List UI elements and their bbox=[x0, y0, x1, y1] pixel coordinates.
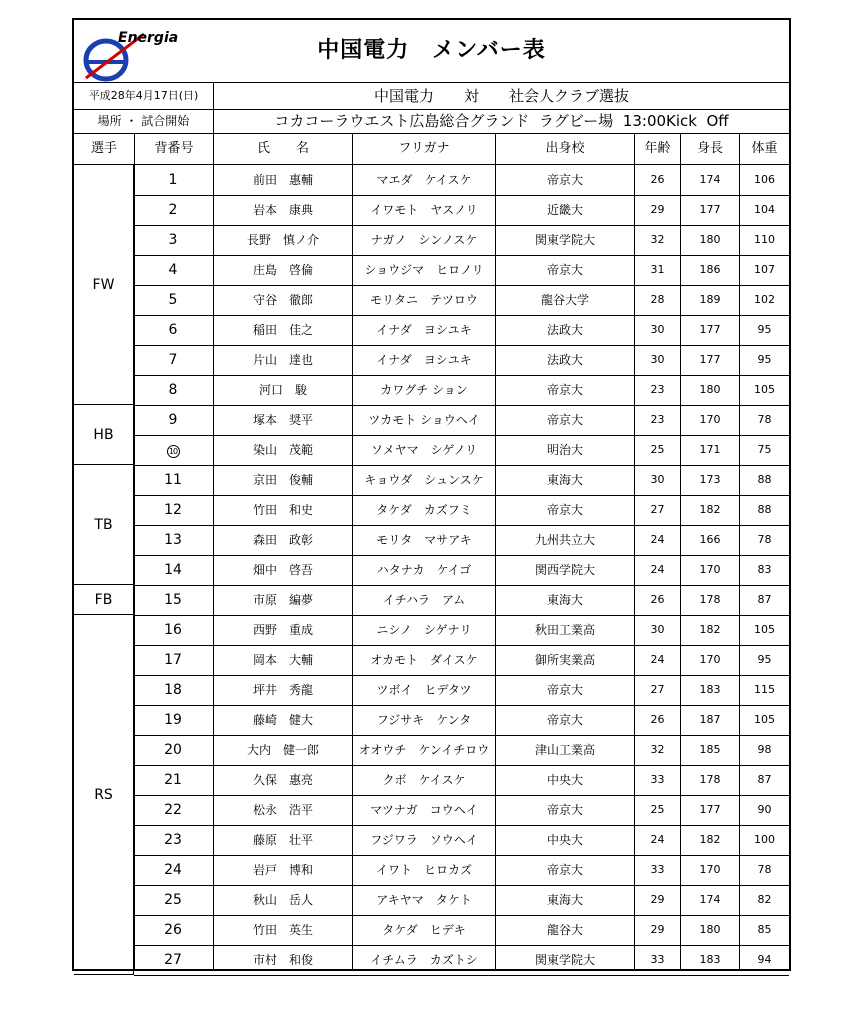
position-label: FB bbox=[94, 591, 113, 608]
player-kana: イチハラ アム bbox=[382, 593, 466, 607]
player-name: 久保 惠亮 bbox=[252, 773, 313, 787]
player-name: 森田 政彰 bbox=[252, 533, 313, 547]
player-name: 庄島 啓倫 bbox=[252, 263, 313, 277]
jersey-number: 4 bbox=[168, 262, 178, 278]
player-age: 26 bbox=[650, 713, 665, 726]
player-kana: ハタナカ ケイゴ bbox=[376, 563, 472, 577]
column-divider bbox=[134, 134, 135, 971]
player-kana: モリタ マサアキ bbox=[376, 533, 472, 547]
header-number: 背番号 bbox=[154, 141, 194, 156]
table-row bbox=[134, 495, 789, 526]
player-kana: タケダ カズフミ bbox=[376, 503, 472, 517]
player-height: 177 bbox=[699, 803, 721, 816]
player-weight: 110 bbox=[754, 233, 775, 246]
player-kana: クボ ケイスケ bbox=[382, 773, 466, 787]
player-height: 180 bbox=[699, 233, 721, 246]
position-group-fb bbox=[74, 585, 134, 615]
player-kana: モリタニ テツロウ bbox=[370, 293, 478, 307]
jersey-number: 25 bbox=[164, 892, 182, 908]
player-height: 182 bbox=[699, 503, 721, 516]
table-row bbox=[134, 675, 789, 706]
column-divider bbox=[213, 134, 214, 971]
column-divider bbox=[739, 134, 740, 971]
title-row bbox=[74, 20, 789, 83]
player-school: 帝京大 bbox=[546, 863, 583, 877]
player-height: 171 bbox=[699, 443, 721, 456]
player-height: 183 bbox=[699, 683, 721, 696]
jersey-number: 22 bbox=[164, 802, 182, 818]
player-school: 明治大 bbox=[546, 443, 583, 457]
jersey-number: 2 bbox=[168, 202, 178, 218]
player-school: 近畿大 bbox=[546, 203, 583, 217]
player-school: 東海大 bbox=[546, 893, 583, 907]
table-row bbox=[134, 315, 789, 346]
header-kana: フリガナ bbox=[398, 141, 450, 156]
player-age: 30 bbox=[650, 353, 665, 366]
player-age: 31 bbox=[650, 263, 665, 276]
player-height: 170 bbox=[699, 413, 721, 426]
player-name: 河口 駿 bbox=[258, 383, 307, 397]
player-age: 33 bbox=[650, 773, 665, 786]
jersey-number: 19 bbox=[164, 712, 182, 728]
player-age: 24 bbox=[650, 833, 665, 846]
player-school: 帝京大 bbox=[546, 263, 583, 277]
player-height: 178 bbox=[699, 773, 721, 786]
table-row bbox=[134, 945, 789, 976]
table-row bbox=[134, 435, 789, 466]
player-name: 竹田 英生 bbox=[252, 923, 313, 937]
player-height: 180 bbox=[699, 923, 721, 936]
player-school: 中央大 bbox=[546, 833, 583, 847]
player-age: 27 bbox=[650, 503, 665, 516]
player-weight: 78 bbox=[757, 533, 772, 546]
player-weight: 82 bbox=[757, 893, 772, 906]
player-age: 33 bbox=[650, 863, 665, 876]
player-kana: イナダ ヨシユキ bbox=[376, 353, 472, 367]
player-name: 松永 浩平 bbox=[252, 803, 313, 817]
venue-text: コカコーラウエスト広島総合グランド ラグビー場 13:00Kick Off bbox=[274, 112, 729, 130]
player-school: 龍谷大 bbox=[546, 923, 583, 937]
player-school: 帝京大 bbox=[546, 683, 583, 697]
player-age: 26 bbox=[650, 173, 665, 186]
table-row bbox=[134, 795, 789, 826]
table-row bbox=[134, 255, 789, 286]
jersey-number: 23 bbox=[164, 832, 182, 848]
player-age: 25 bbox=[650, 803, 665, 816]
table-row bbox=[134, 345, 789, 376]
player-weight: 104 bbox=[754, 203, 775, 216]
player-height: 174 bbox=[699, 173, 721, 186]
player-weight: 105 bbox=[754, 623, 775, 636]
player-kana: キョウダ シュンスケ bbox=[364, 473, 484, 487]
player-school: 帝京大 bbox=[546, 383, 583, 397]
player-school: 関東学院大 bbox=[534, 953, 595, 967]
player-kana: フジワラ ソウヘイ bbox=[370, 833, 478, 847]
jersey-number: 27 bbox=[164, 952, 182, 968]
player-school: 帝京大 bbox=[546, 413, 583, 427]
jersey-number: 1 bbox=[168, 172, 178, 188]
jersey-number: 21 bbox=[164, 772, 182, 788]
position-label: TB bbox=[94, 516, 113, 533]
player-kana: イナダ ヨシユキ bbox=[376, 323, 472, 337]
table-row bbox=[134, 615, 789, 646]
player-name: 前田 惠輔 bbox=[252, 173, 313, 187]
venue-label: 場所 ・ 試合開始 bbox=[74, 110, 214, 133]
player-age: 28 bbox=[650, 293, 665, 306]
player-name: 染山 茂範 bbox=[252, 443, 313, 457]
player-height: 189 bbox=[699, 293, 721, 306]
player-age: 33 bbox=[650, 953, 665, 966]
player-height: 187 bbox=[699, 713, 721, 726]
jersey-number: 17 bbox=[164, 652, 182, 668]
table-row bbox=[134, 285, 789, 316]
player-school: 秋田工業高 bbox=[534, 623, 595, 637]
player-age: 29 bbox=[650, 893, 665, 906]
table-row bbox=[134, 855, 789, 886]
jersey-number: 18 bbox=[164, 682, 182, 698]
match-title: 中国電力 対 社会人クラブ選抜 bbox=[373, 87, 629, 105]
player-height: 170 bbox=[699, 563, 721, 576]
table-row bbox=[134, 705, 789, 736]
player-name: 藤崎 健大 bbox=[252, 713, 313, 727]
jersey-number: 11 bbox=[164, 472, 182, 488]
table-row bbox=[134, 555, 789, 586]
player-school: 九州共立大 bbox=[534, 533, 595, 547]
player-weight: 105 bbox=[754, 383, 775, 396]
player-age: 23 bbox=[650, 383, 665, 396]
player-weight: 90 bbox=[757, 803, 772, 816]
position-label: FW bbox=[92, 276, 115, 293]
player-weight: 115 bbox=[754, 683, 775, 696]
player-weight: 87 bbox=[757, 773, 772, 786]
player-kana: アキヤマ タケト bbox=[376, 893, 472, 907]
player-name: 市原 編夢 bbox=[252, 593, 313, 607]
player-height: 177 bbox=[699, 353, 721, 366]
player-name: 塚本 奨平 bbox=[252, 413, 313, 427]
player-kana: ニシノ シゲナリ bbox=[376, 623, 472, 637]
player-name: 岩本 康典 bbox=[252, 203, 313, 217]
player-age: 30 bbox=[650, 323, 665, 336]
table-row bbox=[134, 765, 789, 796]
player-kana: ソメヤマ シゲノリ bbox=[370, 443, 478, 457]
player-age: 24 bbox=[650, 563, 665, 576]
venue-row bbox=[74, 110, 789, 134]
position-group-rs bbox=[74, 615, 134, 975]
jersey-number: 6 bbox=[168, 322, 178, 338]
table-row bbox=[134, 225, 789, 256]
logo-text: Energia bbox=[118, 30, 179, 46]
player-school: 法政大 bbox=[546, 323, 583, 337]
table-row bbox=[134, 885, 789, 916]
position-label: HB bbox=[93, 426, 114, 443]
player-height: 173 bbox=[699, 473, 721, 486]
player-kana: マツナガ コウヘイ bbox=[370, 803, 478, 817]
player-age: 30 bbox=[650, 623, 665, 636]
player-name: 坪井 秀龍 bbox=[252, 683, 313, 697]
player-school: 帝京大 bbox=[546, 803, 583, 817]
player-age: 26 bbox=[650, 593, 665, 606]
player-name: 市村 和俊 bbox=[252, 953, 313, 967]
jersey-number: 24 bbox=[164, 862, 182, 878]
header-name: 氏 名 bbox=[256, 141, 309, 156]
position-group-hb bbox=[74, 405, 134, 465]
player-weight: 105 bbox=[754, 713, 775, 726]
player-age: 24 bbox=[650, 533, 665, 546]
header-height: 身長 bbox=[696, 141, 723, 156]
player-height: 185 bbox=[699, 743, 721, 756]
jersey-number: 3 bbox=[168, 232, 178, 248]
player-age: 23 bbox=[650, 413, 665, 426]
table-row bbox=[134, 915, 789, 946]
player-kana: ツボイ ヒデタツ bbox=[376, 683, 472, 697]
page-title: 中国電力 メンバー表 bbox=[317, 38, 546, 63]
player-height: 174 bbox=[699, 893, 721, 906]
player-school: 帝京大 bbox=[546, 173, 583, 187]
jersey-number: 8 bbox=[168, 382, 178, 398]
table-row bbox=[134, 375, 789, 406]
player-height: 177 bbox=[699, 203, 721, 216]
player-height: 186 bbox=[699, 263, 721, 276]
player-name: 藤原 壮平 bbox=[252, 833, 313, 847]
position-group-tb bbox=[74, 465, 134, 585]
player-height: 182 bbox=[699, 833, 721, 846]
player-height: 166 bbox=[699, 533, 721, 546]
jersey-number: 15 bbox=[164, 592, 182, 608]
player-name: 岡本 大輔 bbox=[252, 653, 313, 667]
player-height: 183 bbox=[699, 953, 721, 966]
table-row bbox=[134, 735, 789, 766]
player-height: 178 bbox=[699, 593, 721, 606]
player-weight: 95 bbox=[757, 323, 772, 336]
table-row bbox=[134, 405, 789, 436]
player-school: 東海大 bbox=[546, 593, 583, 607]
jersey-number: 14 bbox=[164, 562, 182, 578]
column-divider bbox=[680, 134, 681, 971]
player-weight: 95 bbox=[757, 653, 772, 666]
player-name: 長野 慎ノ介 bbox=[246, 233, 319, 247]
player-weight: 94 bbox=[757, 953, 772, 966]
player-school: 津山工業高 bbox=[534, 743, 595, 757]
player-weight: 98 bbox=[757, 743, 772, 756]
header-age: 年齢 bbox=[644, 141, 671, 156]
player-kana: オカモト ダイスケ bbox=[370, 653, 478, 667]
player-weight: 85 bbox=[757, 923, 772, 936]
player-age: 27 bbox=[650, 683, 665, 696]
player-school: 法政大 bbox=[546, 353, 583, 367]
player-kana: タケダ ヒデキ bbox=[382, 923, 466, 937]
player-name: 守谷 徹郎 bbox=[252, 293, 313, 307]
header-school: 出身校 bbox=[545, 141, 585, 156]
player-name: 秋山 岳人 bbox=[252, 893, 313, 907]
player-kana: イチムラ カズトシ bbox=[370, 953, 478, 967]
jersey-number: 7 bbox=[168, 352, 178, 368]
player-name: 竹田 和史 bbox=[252, 503, 313, 517]
player-age: 29 bbox=[650, 923, 665, 936]
player-name: 大内 健一郎 bbox=[246, 743, 319, 757]
player-kana: マエダ ケイスケ bbox=[376, 173, 472, 187]
position-group-fw bbox=[74, 165, 134, 405]
member-sheet bbox=[72, 18, 791, 971]
table-row bbox=[134, 825, 789, 856]
player-age: 30 bbox=[650, 473, 665, 486]
player-school: 東海大 bbox=[546, 473, 583, 487]
player-weight: 78 bbox=[757, 413, 772, 426]
player-weight: 87 bbox=[757, 593, 772, 606]
column-divider bbox=[352, 134, 353, 971]
match-date: 平成28年4月17日(日) bbox=[74, 83, 214, 109]
player-school: 中央大 bbox=[546, 773, 583, 787]
player-kana: カワグチ ション bbox=[380, 383, 468, 397]
player-age: 32 bbox=[650, 743, 665, 756]
table-row bbox=[134, 525, 789, 556]
player-height: 177 bbox=[699, 323, 721, 336]
player-age: 25 bbox=[650, 443, 665, 456]
header-position: 選手 bbox=[90, 141, 117, 156]
player-height: 170 bbox=[699, 863, 721, 876]
table-row bbox=[134, 465, 789, 496]
player-kana: ショウジマ ヒロノリ bbox=[364, 263, 484, 277]
jersey-number bbox=[134, 435, 212, 465]
player-school: 関西学院大 bbox=[534, 563, 595, 577]
player-school: 帝京大 bbox=[546, 713, 583, 727]
table-header bbox=[74, 134, 789, 165]
player-weight: 88 bbox=[757, 503, 772, 516]
jersey-number: 16 bbox=[164, 622, 182, 638]
player-kana: オオウチ ケンイチロウ bbox=[358, 743, 490, 757]
table-row bbox=[134, 165, 789, 196]
player-name: 京田 俊輔 bbox=[252, 473, 313, 487]
header-weight: 体重 bbox=[751, 141, 778, 156]
player-kana: イワモト ヤスノリ bbox=[370, 203, 478, 217]
player-age: 24 bbox=[650, 653, 665, 666]
jersey-number: 13 bbox=[164, 532, 182, 548]
column-divider bbox=[634, 134, 635, 971]
player-weight: 95 bbox=[757, 353, 772, 366]
player-school: 御所実業高 bbox=[534, 653, 595, 667]
jersey-number: 20 bbox=[164, 742, 182, 758]
player-height: 180 bbox=[699, 383, 721, 396]
player-name: 岩戸 博和 bbox=[252, 863, 313, 877]
player-name: 西野 重成 bbox=[252, 623, 313, 637]
column-divider bbox=[495, 134, 496, 971]
player-age: 32 bbox=[650, 233, 665, 246]
player-weight: 102 bbox=[754, 293, 775, 306]
jersey-number: 26 bbox=[164, 922, 182, 938]
player-weight: 106 bbox=[754, 173, 775, 186]
player-name: 稲田 佳之 bbox=[252, 323, 313, 337]
player-weight: 88 bbox=[757, 473, 772, 486]
table-row bbox=[134, 585, 789, 616]
jersey-number: 5 bbox=[168, 292, 178, 308]
jersey-number: 9 bbox=[168, 412, 178, 428]
player-height: 182 bbox=[699, 623, 721, 636]
player-weight: 78 bbox=[757, 863, 772, 876]
player-school: 龍谷大学 bbox=[540, 293, 589, 307]
position-label: RS bbox=[94, 786, 113, 803]
player-school: 関東学院大 bbox=[534, 233, 595, 247]
player-age: 29 bbox=[650, 203, 665, 216]
player-kana: ナガノ シンノスケ bbox=[370, 233, 478, 247]
table-row bbox=[134, 195, 789, 226]
player-school: 帝京大 bbox=[546, 503, 583, 517]
player-weight: 75 bbox=[757, 443, 772, 456]
date-row bbox=[74, 83, 789, 110]
player-kana: フジサキ ケンタ bbox=[376, 713, 472, 727]
player-weight: 83 bbox=[757, 563, 772, 576]
player-name: 畑中 啓吾 bbox=[252, 563, 313, 577]
player-height: 170 bbox=[699, 653, 721, 666]
captain-mark: 10 bbox=[167, 445, 180, 458]
player-kana: イワト ヒロカズ bbox=[375, 863, 472, 877]
table-row bbox=[134, 645, 789, 676]
player-kana: ツカモト ショウヘイ bbox=[368, 413, 480, 427]
player-name: 片山 達也 bbox=[252, 353, 313, 367]
player-weight: 100 bbox=[754, 833, 775, 846]
jersey-number: 12 bbox=[164, 502, 182, 518]
player-weight: 107 bbox=[754, 263, 775, 276]
